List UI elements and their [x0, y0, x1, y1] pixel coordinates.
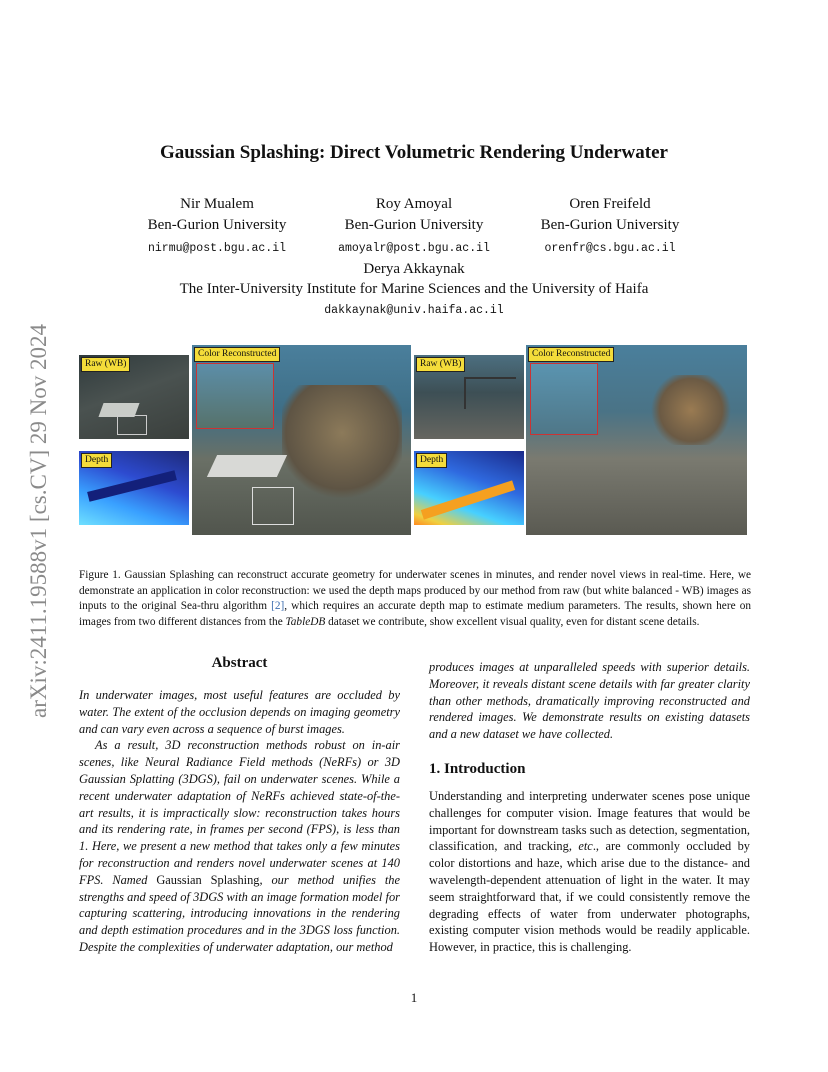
abstract-paragraph	[79, 737, 400, 955]
arxiv-id: arXiv:2411.19588v1 [cs.CV] 29 Nov 2024	[26, 324, 52, 718]
author-email: orenfr@cs.bgu.ac.il	[544, 242, 676, 255]
depth-image-1	[79, 451, 189, 525]
figure-caption	[79, 568, 751, 630]
depth-image-2	[414, 451, 524, 525]
figure-label: Color Reconstructed	[528, 347, 614, 362]
caption-text: dataset we contribute, show excellent visual quality, even for distant scene details.	[325, 615, 700, 628]
figure-label: Depth	[416, 453, 447, 468]
method-name: Gaussian Splashing	[156, 872, 260, 887]
raw-image-1	[79, 355, 189, 439]
page-number: 1	[410, 990, 418, 1005]
abstract-text: , our method unifies the strengths and speed of 3DGS with an image formation model for capturing scattering, introducing innovations in the rendering and depth estimation procedures and in the 3DGS loss function. Despite the complexities of underwater adaptation, our method	[79, 872, 400, 954]
arxiv-watermark	[26, 282, 52, 760]
intro-etc: etc	[578, 839, 593, 854]
author-affiliation: Ben-Gurion University	[147, 217, 287, 233]
citation-link[interactable]: [2]	[271, 600, 285, 612]
author-1	[107, 194, 327, 259]
author-email: dakkaynak@univ.haifa.ac.il	[324, 304, 504, 317]
color-reconstructed-image-1	[192, 345, 411, 535]
color-reconstructed-image-2	[526, 345, 747, 535]
abstract-text: As a result, 3D reconstruction methods robust on in-air scenes, like Neural Radiance Field methods (NeRFs) or 3D Gaussian Splatting (3DGS), fail on underwater scenes. While a recent underwater adaptation of NeRFs achieved state-of-the-art results, it is impractically slow: reconstruction takes hours and its rendering rate, in frames per second (FPS), is less than 1. Here, we present a new method that takes only a few minutes for reconstruction and renders novel underwater scenes at 140 FPS. Named	[79, 738, 400, 887]
abstract-body-left	[79, 687, 400, 956]
figure-label: Raw (WB)	[81, 357, 130, 372]
intro-text: ., are commonly occluded by color distortions and haze, which arise due to the distance- and wavelength-dependent attenuation of light in the water. It may seem straightforward that, if we could consistently remove the degrading effects of water from underwater photographs, existing computer vision methods would be readily applicable. However, in practice, this is challenging.	[429, 839, 750, 955]
author-4	[0, 259, 828, 321]
author-name: Roy Amoyal	[375, 196, 453, 212]
abstract-heading: Abstract	[211, 655, 268, 671]
figure-label: Depth	[81, 453, 112, 468]
abstract-paragraph: In underwater images, most useful features are occluded by water. The extent of the occlusion depends on imaging geometry and can vary even across a sequence of burst images.	[79, 688, 400, 736]
introduction-heading: 1. Introduction	[429, 761, 526, 777]
figure-1	[79, 343, 747, 536]
caption-text: Figure 1. Gaussian Splashing can reconstruct accurate geometry for underwater scenes in minutes, and render novel views in real-time. Here, we demonstrate an application in color reconstruction: we used the depth maps produced by our method from raw (but white balanced - WB) images as inputs to the original Sea-thru algorithm	[79, 569, 751, 612]
author-affiliation: Ben-Gurion University	[344, 217, 484, 233]
dataset-name: TableDB	[285, 615, 326, 628]
figure-label: Raw (WB)	[416, 357, 465, 372]
author-name: Oren Freifeld	[569, 196, 651, 212]
abstract-body-right: produces images at unparalleled speeds with superior details. Moreover, it reveals distant scene details with far greater clarity than other methods, dramatically improving reconstructed and rendered images. We demonstrate results on existing datasets and a new dataset we have collected.	[429, 660, 750, 742]
introduction-body	[429, 788, 750, 956]
author-affiliation: The Inter-University Institute for Marine Sciences and the University of Haifa	[179, 281, 649, 297]
figure-label: Color Reconstructed	[194, 347, 280, 362]
caption-text: , which requires an accurate depth map to estimate medium parameters. The results, shown here on images from two different distances from the	[79, 600, 751, 628]
author-3	[500, 194, 720, 259]
author-email: nirmu@post.bgu.ac.il	[147, 242, 287, 255]
raw-image-2	[414, 355, 524, 439]
author-name: Nir Mualem	[180, 196, 254, 212]
author-affiliation: Ben-Gurion University	[540, 217, 680, 233]
paper-title: Gaussian Splashing: Direct Volumetric Rendering Underwater	[160, 142, 668, 163]
author-email: amoyalr@post.bgu.ac.il	[338, 242, 490, 255]
author-2	[304, 194, 524, 259]
author-name: Derya Akkaynak	[363, 261, 465, 277]
intro-text: Understanding and interpreting underwater scenes pose unique challenges for computer vision. Image features that would be important for downstream tasks such as detection, segmentation, classification, and tracking,	[429, 789, 750, 854]
